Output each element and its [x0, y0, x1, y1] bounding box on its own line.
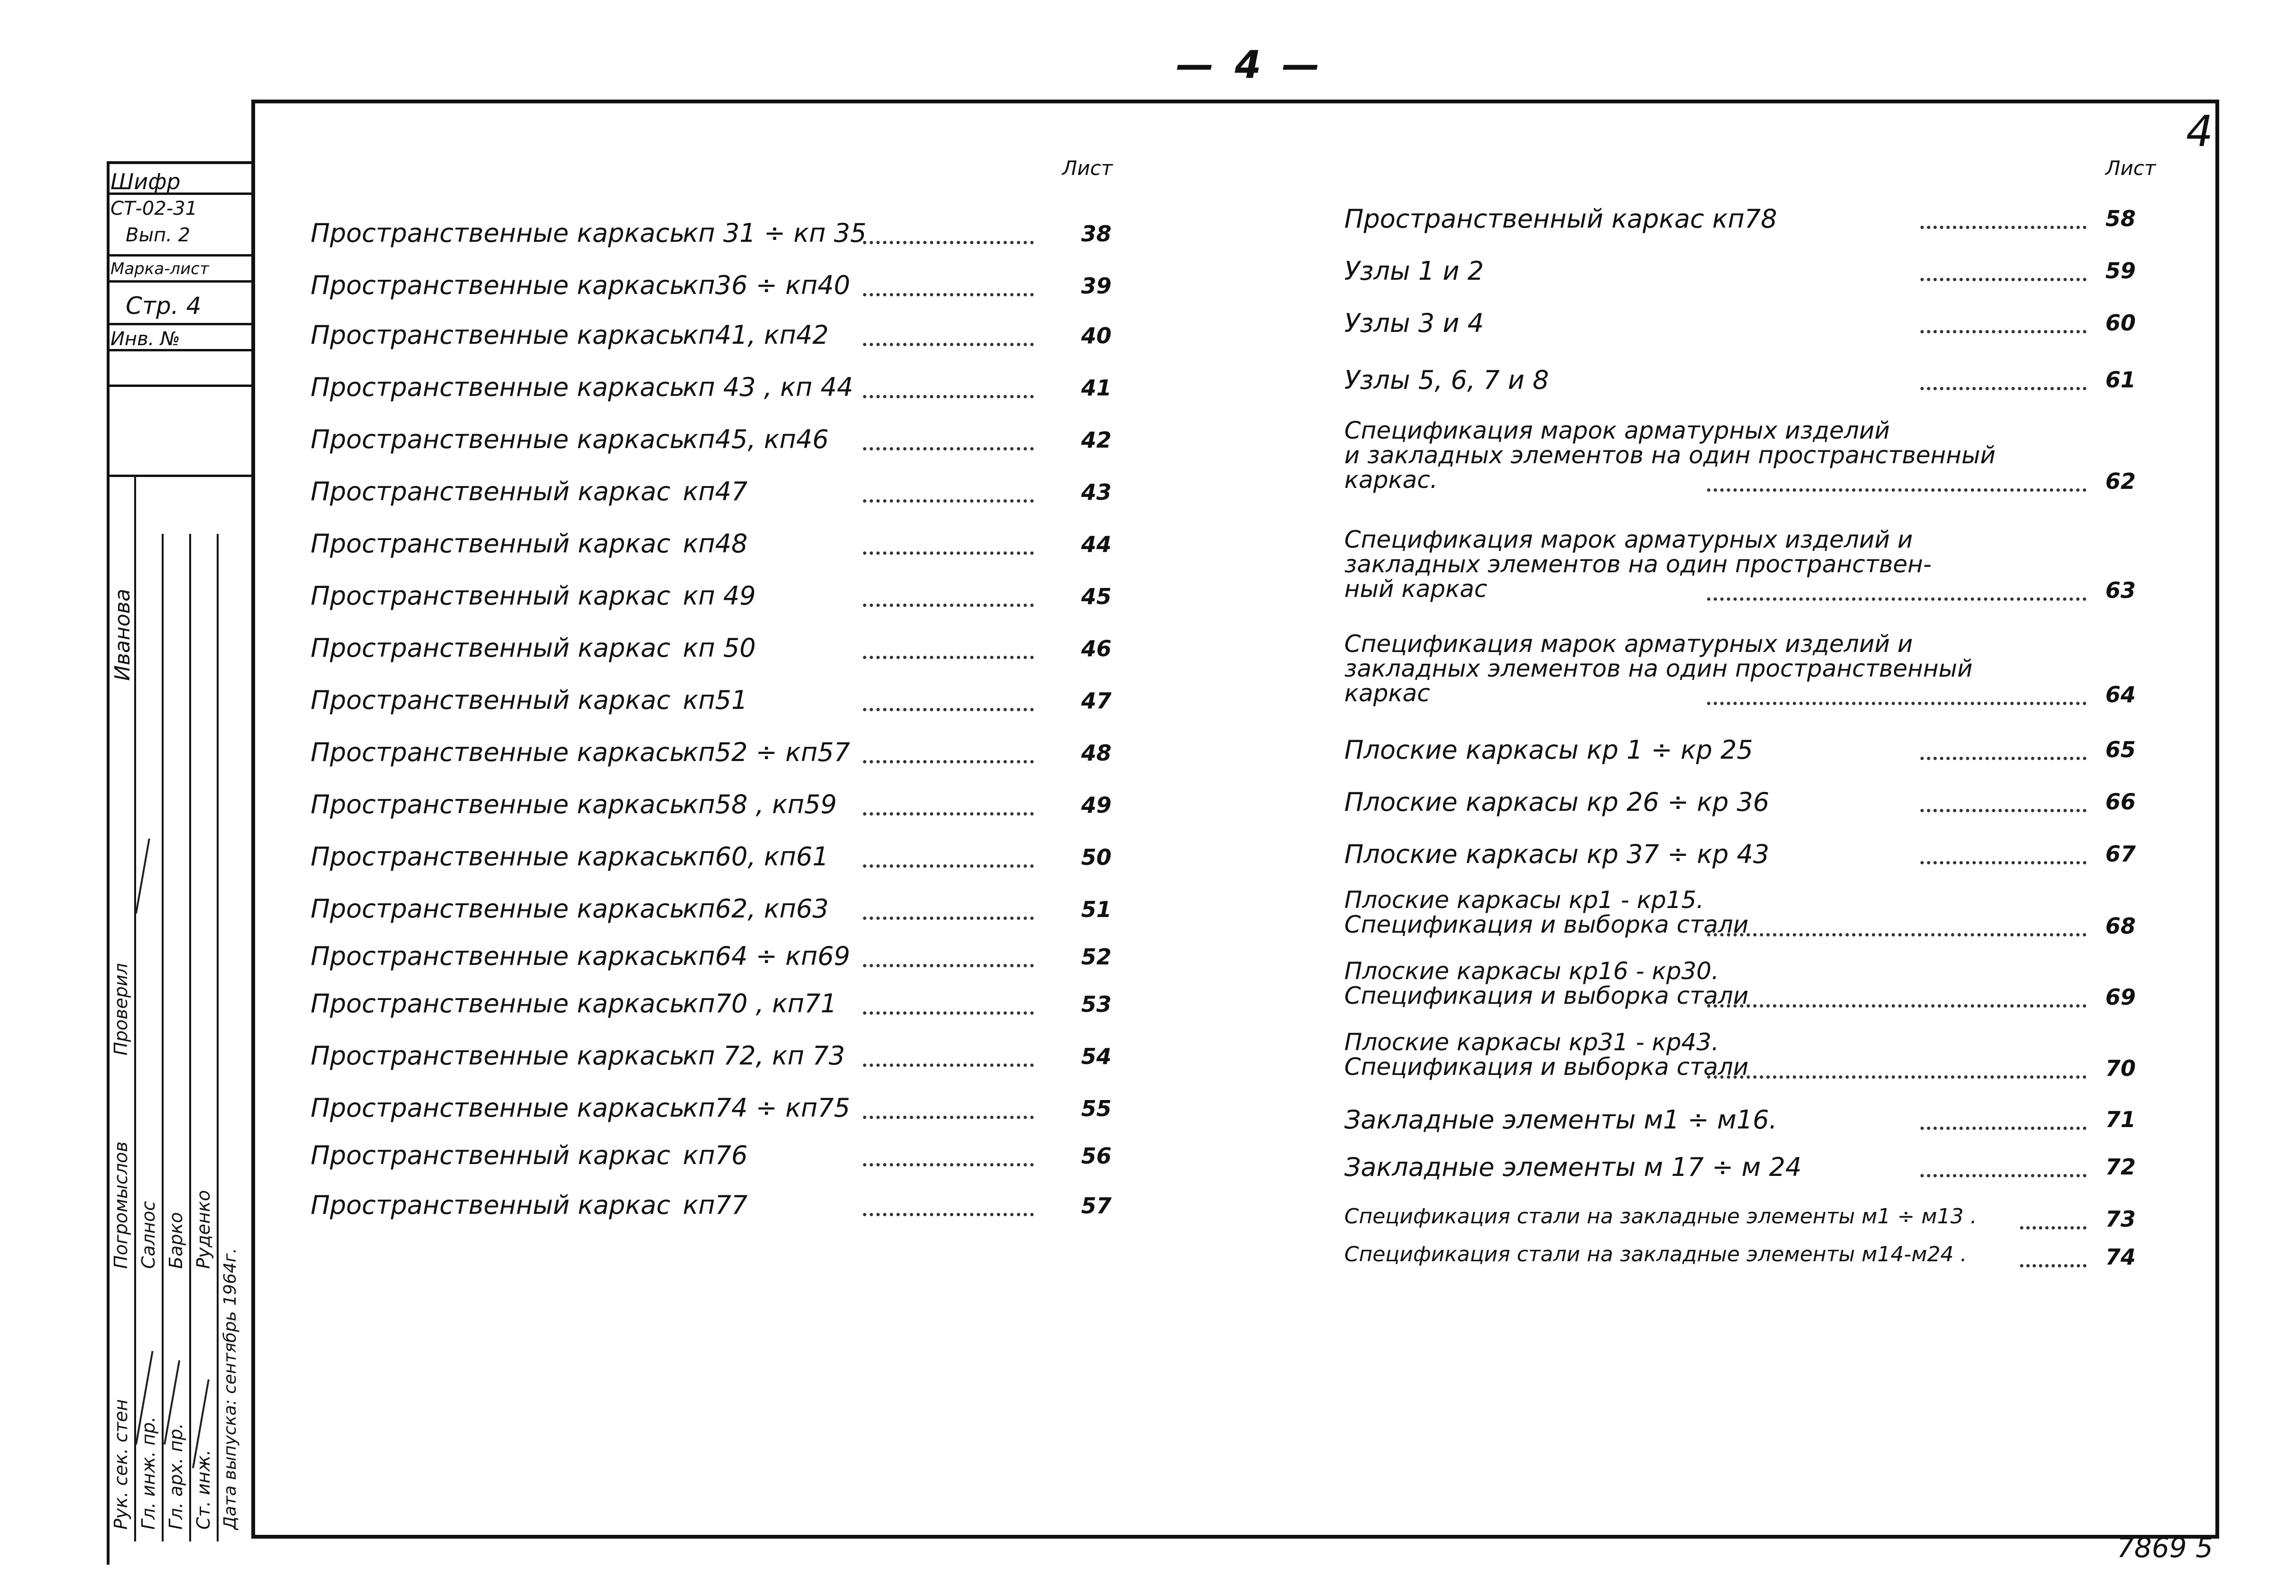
corner-sheet-mark: 4 — [2186, 107, 2213, 156]
toc-entry-code: кп77 — [683, 1190, 748, 1220]
toc-entry-code: кп52 ÷ кп57 — [683, 737, 850, 767]
dot-leader — [1920, 809, 2086, 812]
toc-entry-title: Пространственные каркасы — [311, 894, 690, 924]
toc-entry-code: кп 43 , кп 44 — [683, 372, 854, 402]
stamp-page-row — [107, 283, 251, 325]
toc-entry-title: Спецификация стали на закладные элементы м1 ÷ м13 . — [1344, 1204, 1977, 1229]
toc-entry-title: Пространственные каркасы — [311, 270, 690, 300]
toc-entry-page: 45 — [1081, 584, 1112, 609]
toc-entry-title: Пространственный каркас — [311, 1190, 670, 1220]
toc-entry-title: Плоские каркасы кр 37 ÷ кр 43 — [1344, 839, 1770, 869]
stamp-inv-row — [107, 325, 251, 351]
toc-entry-title: Пространственные каркасы — [311, 789, 690, 819]
toc-entry-line: Спецификация марок арматурных изделий и — [1344, 526, 1913, 553]
toc-entry-code: кп70 , кп71 — [683, 989, 837, 1018]
stamp-cipher-value-row — [107, 195, 251, 257]
stamp-mark-row — [107, 257, 251, 283]
toc-entry-page: 62 — [2105, 468, 2136, 494]
dot-leader — [863, 656, 1034, 659]
stamp-name: Погромыслов — [110, 1141, 131, 1269]
stamp-name: Салнос — [138, 1201, 159, 1269]
dot-leader — [863, 551, 1034, 555]
dot-leader — [1920, 387, 2086, 390]
dot-leader — [863, 964, 1034, 967]
toc-entry-page: 60 — [2105, 310, 2136, 336]
toc-entry-line: закладных элементов на один пространствен- — [1344, 550, 1932, 578]
dot-leader — [1920, 861, 2086, 864]
toc-entry-page: 61 — [2105, 367, 2136, 393]
toc-entry-line: каркас. — [1344, 466, 1438, 494]
toc-entry-line: Плоские каркасы кр16 - кр30. — [1344, 957, 1719, 985]
stamp-column-line — [189, 534, 191, 1541]
toc-entry-title: Пространственный каркас — [311, 477, 670, 506]
stamp-empty-row — [107, 387, 251, 477]
toc-entry-line: ный каркас — [1344, 575, 1488, 603]
toc-entry-code: кп64 ÷ кп69 — [683, 941, 850, 971]
toc-entry-line: Спецификация марок арматурных изделий и — [1344, 630, 1913, 658]
dot-leader — [1920, 1174, 2086, 1177]
toc-entry-line: Спецификация и выборка стали — [1344, 911, 1749, 938]
dot-leader — [863, 447, 1034, 450]
stamp-name: Руденко — [193, 1190, 214, 1269]
toc-entry-page: 64 — [2105, 682, 2136, 707]
toc-entry-page: 38 — [1081, 221, 1112, 247]
toc-entry-page: 68 — [2105, 913, 2136, 939]
toc-entry-page: 65 — [2105, 737, 2136, 762]
dot-leader — [1920, 226, 2086, 229]
dot-leader — [863, 241, 1034, 244]
toc-entry-line: каркас — [1344, 679, 1430, 707]
toc-entry-page: 53 — [1081, 991, 1112, 1017]
checked-label: Проверил — [110, 963, 131, 1055]
stamp-role: Гл. инж. пр. — [138, 1416, 159, 1530]
toc-entry-page: 52 — [1081, 944, 1112, 970]
dot-leader — [863, 1064, 1034, 1067]
toc-entry-page: 63 — [2105, 578, 2136, 603]
dot-leader — [1707, 702, 2086, 705]
toc-entry-line: Плоские каркасы кр31 - кр43. — [1344, 1028, 1719, 1056]
toc-entry-title: Спецификация стали на закладные элементы м14-м24 . — [1344, 1242, 1967, 1266]
toc-entry-code: кп36 ÷ кп40 — [683, 270, 850, 300]
toc-entry-page: 66 — [2105, 789, 2136, 815]
toc-entry-line: и закладных элементов на один пространственный — [1344, 441, 1996, 469]
cipher-value-2: Вып. 2 — [126, 224, 191, 246]
toc-entry-code: кп47 — [683, 477, 748, 506]
toc-entry-page: 43 — [1081, 479, 1112, 505]
toc-entry-code: кп 50 — [683, 633, 756, 663]
dot-leader — [2020, 1264, 2086, 1267]
toc-entry-code: кп 31 ÷ кп 35 — [683, 218, 867, 248]
toc-entry-title: Пространственный каркас — [311, 685, 670, 715]
toc-entry-code: кп74 ÷ кп75 — [683, 1093, 850, 1123]
dot-leader — [1920, 278, 2086, 281]
toc-entry-title: Пространственные каркасы — [311, 372, 690, 402]
toc-entry-page: 39 — [1081, 273, 1112, 299]
dot-leader — [863, 760, 1034, 763]
toc-entry-page: 46 — [1081, 636, 1112, 661]
toc-entry-title: Пространственные каркасы — [311, 1093, 690, 1123]
mark-sheet-label: Марка-лист — [110, 259, 209, 278]
toc-entry-page: 55 — [1081, 1096, 1112, 1121]
toc-entry-page: 51 — [1081, 897, 1112, 922]
checker-name: Иванова — [110, 588, 135, 681]
page-number: — 4 — — [1176, 43, 1324, 87]
signature — [135, 838, 150, 913]
dot-leader — [863, 1011, 1034, 1015]
dot-leader — [1707, 488, 2086, 492]
toc-entry-page: 67 — [2105, 841, 2136, 867]
toc-entry-title: Пространственные каркасы — [311, 737, 690, 767]
toc-entry-page: 50 — [1081, 844, 1112, 870]
toc-entry-code: кп 49 — [683, 581, 756, 611]
toc-entry-line: Спецификация и выборка стали — [1344, 1053, 1749, 1081]
toc-entry-code: кп 72, кп 73 — [683, 1041, 845, 1071]
toc-entry-title: Пространственные каркасы — [311, 842, 690, 871]
stamp-role: Ст. инж. — [193, 1449, 214, 1530]
dot-leader — [2020, 1226, 2086, 1229]
dot-leader — [1707, 1004, 2086, 1008]
toc-entry-code: кп41, кп42 — [683, 320, 829, 350]
stamp-name: Барко — [165, 1212, 186, 1269]
toc-entry-title: Пространственные каркасы — [311, 941, 690, 971]
right-sheet-heading: Лист — [2105, 156, 2156, 180]
dot-leader — [863, 604, 1034, 607]
toc-entry-code: кп60, кп61 — [683, 842, 829, 871]
toc-entry-line: Спецификация марок арматурных изделий — [1344, 417, 1890, 444]
toc-entry-page: 59 — [2105, 258, 2136, 284]
toc-entry-title: Пространственные каркасы — [311, 1041, 690, 1071]
toc-entry-title: Пространственный каркас — [311, 581, 670, 611]
document-code: 7869 5 — [2117, 1532, 2213, 1564]
cipher-label: Шифр — [110, 169, 181, 194]
toc-entry-page: 58 — [2105, 206, 2136, 231]
toc-entry-line: закладных элементов на один пространственный — [1344, 655, 1973, 682]
dot-leader — [863, 1116, 1034, 1119]
toc-entry-code: кп45, кп46 — [683, 424, 829, 454]
toc-entry-title: Пространственные каркасы — [311, 320, 690, 350]
toc-entry-code: кп48 — [683, 529, 748, 559]
inv-label: Инв. № — [110, 328, 180, 350]
toc-entry-line: Спецификация и выборка стали — [1344, 982, 1749, 1009]
toc-entry-page: 71 — [2105, 1107, 2136, 1132]
stamp-empty-row — [107, 351, 251, 387]
dot-leader — [1920, 330, 2086, 333]
dot-leader — [1707, 597, 2086, 601]
toc-entry-title: Пространственный каркас — [311, 633, 670, 663]
toc-entry-code: кп51 — [683, 685, 748, 715]
toc-entry-title: Пространственный каркас кп78 — [1344, 204, 1777, 234]
dot-leader — [863, 395, 1034, 398]
dot-leader — [863, 917, 1034, 920]
dot-leader — [863, 499, 1034, 503]
toc-entry-title: Пространственный каркас — [311, 529, 670, 559]
toc-entry-title: Узлы 5, 6, 7 и 8 — [1344, 365, 1549, 395]
stamp-cipher-row — [107, 164, 251, 195]
toc-entry-code: кп62, кп63 — [683, 894, 829, 924]
toc-entry-page: 41 — [1081, 375, 1112, 401]
stamp-column-line — [217, 534, 219, 1541]
toc-entry-title: Плоские каркасы кр 26 ÷ кр 36 — [1344, 787, 1770, 817]
toc-entry-title: Узлы 3 и 4 — [1344, 308, 1484, 338]
toc-entry-title: Плоские каркасы кр 1 ÷ кр 25 — [1344, 735, 1753, 765]
dot-leader — [863, 1213, 1034, 1216]
toc-entry-title: Пространственные каркасы — [311, 218, 690, 248]
title-stamp — [107, 161, 251, 1539]
dot-leader — [863, 708, 1034, 711]
toc-entry-code: кп58 , кп59 — [683, 789, 837, 819]
stamp-release-date: Дата выпуска: сентябрь 1964г. — [220, 1247, 240, 1530]
toc-entry-page: 47 — [1081, 688, 1112, 714]
cipher-value-1: СТ-02-31 — [110, 198, 198, 220]
toc-entry-page: 56 — [1081, 1143, 1112, 1169]
stamp-role: Рук. сек. стен — [110, 1399, 131, 1530]
toc-entry-page: 69 — [2105, 984, 2136, 1010]
toc-entry-line: Плоские каркасы кр1 - кр15. — [1344, 886, 1704, 914]
toc-entry-code: кп76 — [683, 1140, 748, 1170]
dot-leader — [1920, 1127, 2086, 1130]
stamp-page: Стр. 4 — [126, 292, 202, 320]
toc-entry-page: 42 — [1081, 427, 1112, 453]
toc-entry-page: 73 — [2105, 1206, 2136, 1232]
toc-entry-page: 72 — [2105, 1154, 2136, 1180]
toc-entry-title: Пространственные каркасы — [311, 989, 690, 1018]
toc-entry-page: 40 — [1081, 323, 1112, 349]
stamp-column-line — [162, 534, 164, 1541]
toc-entry-page: 57 — [1081, 1193, 1112, 1219]
toc-entry-page: 44 — [1081, 532, 1112, 557]
toc-entry-title: Закладные элементы м1 ÷ м16. — [1344, 1105, 1777, 1135]
toc-entry-title: Закладные элементы м 17 ÷ м 24 — [1344, 1152, 1802, 1182]
toc-entry-title: Пространственный каркас — [311, 1140, 670, 1170]
dot-leader — [863, 343, 1034, 346]
stamp-role: Гл. арх. пр. — [165, 1423, 186, 1530]
dot-leader — [863, 864, 1034, 868]
dot-leader — [863, 812, 1034, 816]
toc-entry-page: 74 — [2105, 1244, 2136, 1270]
dot-leader — [1920, 757, 2086, 760]
dot-leader — [863, 1163, 1034, 1166]
toc-entry-page: 49 — [1081, 792, 1112, 818]
toc-entry-page: 70 — [2105, 1055, 2136, 1081]
toc-entry-title: Пространственные каркасы — [311, 424, 690, 454]
toc-entry-title: Узлы 1 и 2 — [1344, 256, 1484, 286]
toc-entry-page: 54 — [1081, 1044, 1112, 1069]
dot-leader — [863, 293, 1034, 296]
left-sheet-heading: Лист — [1062, 156, 1113, 180]
dot-leader — [1707, 1075, 2086, 1079]
toc-entry-page: 48 — [1081, 740, 1112, 766]
dot-leader — [1707, 933, 2086, 936]
